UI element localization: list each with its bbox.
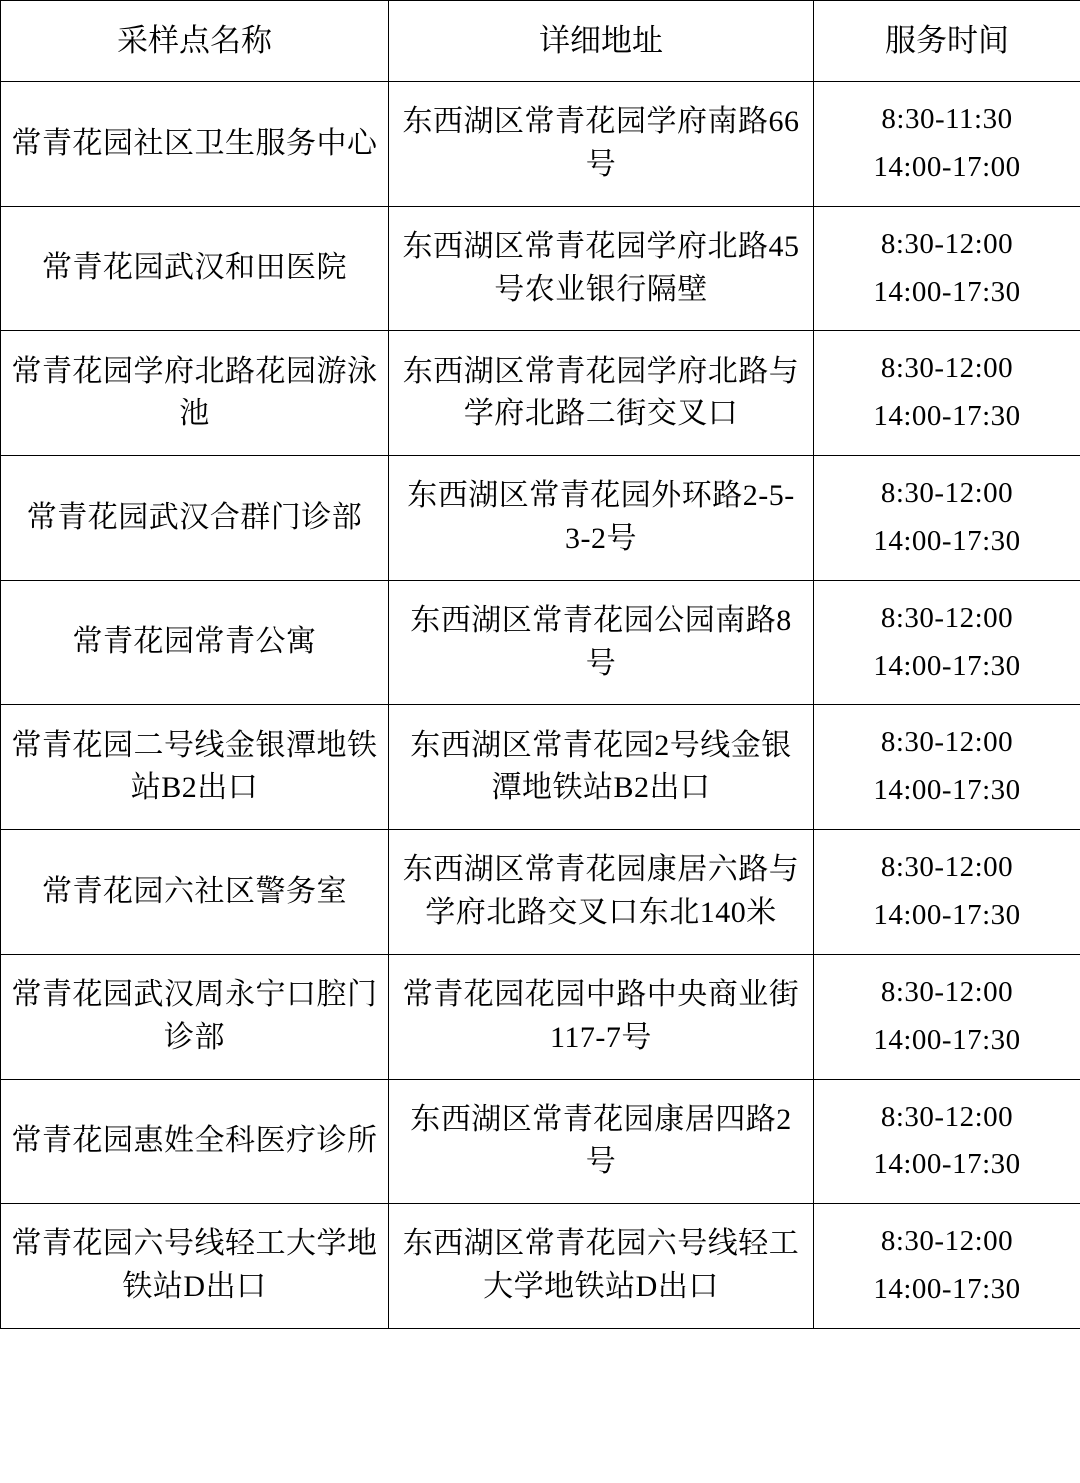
site-address: 东西湖区常青花园学府北路45号农业银行隔壁: [389, 206, 814, 331]
site-name: 常青花园武汉合群门诊部: [1, 456, 389, 581]
site-time: [814, 705, 1080, 830]
time-line-afternoon: 14:00-17:30: [873, 1148, 1021, 1181]
site-address: 常青花园花园中路中央商业街117-7号: [389, 954, 814, 1079]
time-line-morning: 8:30-11:30: [881, 103, 1013, 136]
time-line-morning: 8:30-12:00: [880, 601, 1014, 634]
time-line-morning: 8:30-12:00: [880, 477, 1014, 510]
time-line-afternoon: 14:00-17:30: [873, 275, 1021, 308]
time-line-afternoon: 14:00-17:30: [873, 1023, 1021, 1056]
site-address: 东西湖区常青花园六号线轻工大学地铁站D出口: [389, 1204, 814, 1329]
column-header-name: 采样点名称: [1, 1, 389, 82]
table-row: [1, 830, 1080, 955]
site-name: 常青花园二号线金银潭地铁站B2出口: [1, 705, 389, 830]
site-address: 东西湖区常青花园康居四路2号: [389, 1079, 814, 1204]
table-row: [1, 954, 1080, 1079]
table-header: [1, 1, 1080, 82]
time-line-morning: 8:30-12:00: [880, 1100, 1014, 1133]
time-line-afternoon: 14:00-17:00: [873, 150, 1021, 183]
site-address: 东西湖区常青花园公园南路8号: [389, 580, 814, 705]
site-time: [814, 206, 1080, 331]
site-name: 常青花园学府北路花园游泳池: [1, 331, 389, 456]
site-name: 常青花园六社区警务室: [1, 830, 389, 955]
site-address: 东西湖区常青花园康居六路与学府北路交叉口东北140米: [389, 830, 814, 955]
table-row: [1, 82, 1080, 207]
table-row: [1, 456, 1080, 581]
site-time: [814, 830, 1080, 955]
site-name: 常青花园六号线轻工大学地铁站D出口: [1, 1204, 389, 1329]
time-line-afternoon: 14:00-17:30: [873, 774, 1021, 807]
table-row: [1, 1079, 1080, 1204]
time-line-afternoon: 14:00-17:30: [873, 524, 1021, 557]
site-name: 常青花园社区卫生服务中心: [1, 82, 389, 207]
table-body: [1, 82, 1080, 1329]
site-address: 东西湖区常青花园学府北路与学府北路二街交叉口: [389, 331, 814, 456]
site-address: 东西湖区常青花园2号线金银潭地铁站B2出口: [389, 705, 814, 830]
column-header-address: 详细地址: [389, 1, 814, 82]
table-header-row: [1, 1, 1080, 82]
site-time: [814, 954, 1080, 1079]
time-line-afternoon: 14:00-17:30: [873, 400, 1021, 433]
table-row: [1, 705, 1080, 830]
site-name: 常青花园武汉周永宁口腔门诊部: [1, 954, 389, 1079]
time-line-afternoon: 14:00-17:30: [873, 649, 1021, 682]
time-line-morning: 8:30-12:00: [880, 975, 1014, 1008]
column-header-time: 服务时间: [814, 1, 1080, 82]
site-time: [814, 1204, 1080, 1329]
site-time: [814, 82, 1080, 207]
site-address: 东西湖区常青花园外环路2-5-3-2号: [389, 456, 814, 581]
table-row: [1, 206, 1080, 331]
time-line-morning: 8:30-12:00: [880, 726, 1014, 759]
time-line-afternoon: 14:00-17:30: [873, 1273, 1021, 1306]
site-time: [814, 1079, 1080, 1204]
site-name: 常青花园武汉和田医院: [1, 206, 389, 331]
site-name: 常青花园常青公寓: [1, 580, 389, 705]
site-time: [814, 456, 1080, 581]
table-row: [1, 580, 1080, 705]
site-name: 常青花园惠姓全科医疗诊所: [1, 1079, 389, 1204]
time-line-morning: 8:30-12:00: [880, 352, 1014, 385]
site-time: [814, 331, 1080, 456]
time-line-morning: 8:30-12:00: [880, 851, 1014, 884]
time-line-afternoon: 14:00-17:30: [873, 898, 1021, 931]
site-time: [814, 580, 1080, 705]
table-row: [1, 331, 1080, 456]
time-line-morning: 8:30-12:00: [880, 227, 1014, 260]
time-line-morning: 8:30-12:00: [880, 1225, 1014, 1258]
table-row: [1, 1204, 1080, 1329]
site-address: 东西湖区常青花园学府南路66号: [389, 82, 814, 207]
